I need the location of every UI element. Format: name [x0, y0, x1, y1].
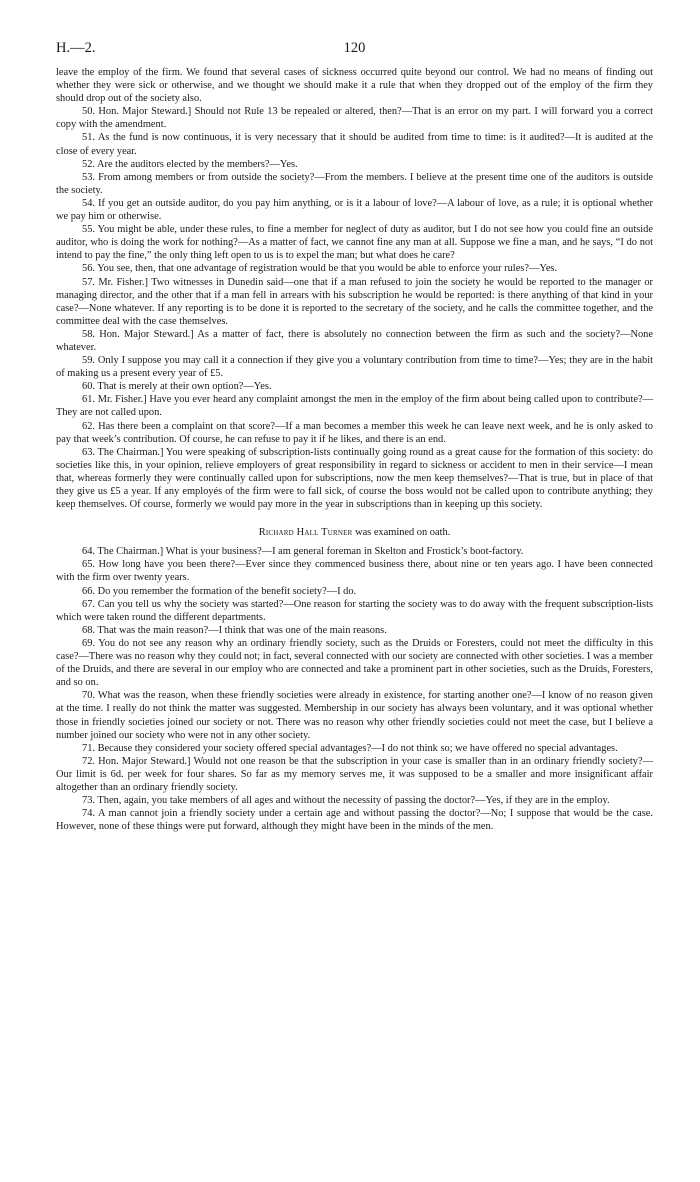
- paragraph: 72. Hon. Major Steward.] Would not one reason be that the subscription in your case is smaller than in an ordinary friendly society?—Our limit is 6d. per week for four shares. So far as my memory serves me, it was supposed to be a smaller and more insignificant affair altogether than an ordinary friendly society.: [56, 755, 653, 793]
- paragraph: 53. From among members or from outside the society?—From the members. I believe at the present time one of the auditors is outside the society.: [56, 171, 653, 196]
- paragraph: 54. If you get an outside auditor, do you pay him anything, or is it a labour of love?—A labour of love, as a rule; it is optional whether we pay him or otherwise.: [56, 197, 653, 223]
- paragraph: 65. How long have you been there?—Ever since they commenced business there, about nine or ten years ago. I have been connected with the firm over twenty years.: [56, 559, 653, 584]
- paragraph: 50. Hon. Major Steward.] Should not Rule 13 be repealed or altered, then?—That is an error on my part. I will forward you a correct copy with the amendment.: [56, 106, 653, 131]
- page-header: [56, 40, 653, 66]
- testimony-section-1: [56, 66, 653, 511]
- paragraph: 69. You do not see any reason why an ordinary friendly society, such as the Druids or Foresters, could not meet the difficulty in this case?—There was no reason why they could not; in fact, several connected with our society are connected with other societies. I was a member of the Druids, and there are several in our employ who are connected and take a prominent part in other societies, such as the Druids, Foresters, and so on.: [56, 637, 653, 689]
- witness-name: Richard Hall Turner: [258, 527, 353, 539]
- document-reference: H.—2.: [56, 40, 96, 56]
- witness-heading: [56, 526, 653, 539]
- paragraph: 52. Are the auditors elected by the members?—Yes.: [82, 158, 298, 170]
- paragraph: 70. What was the reason, when these friendly societies were already in existence, for starting another one?—I know of no reason given at the time. I really do not think the matter was suggested. Membership in our society has always been voluntary, and it was optional whether those in friendly societies joined our society or not. There was no reason why other friendly societies could not meet the case, but I believe a number joined our society who were not in any other society.: [56, 690, 653, 741]
- paragraph: 62. Has there been a complaint on that score?—If a man becomes a member this week he can leave next week, and he is only asked to pay that week’s contribution. Of course, he can refuse to pay it if he likes, and there is an end.: [56, 420, 653, 445]
- paragraph: 55. You might be able, under these rules, to fine a member for neglect of duty as auditor, but I do not see how you could fine an outside auditor, who is doing the work for nothing?—As a matter of fact, we cannot fine any man at all. Suppose we fine a man, and he says, “I do not intend to pay the fine,” the only thing left open to us is to expel the man; but what does he care?: [56, 224, 653, 262]
- witness-heading-text: was examined on oath.: [352, 527, 451, 539]
- testimony-section-2: [56, 545, 653, 833]
- paragraph: 64. The Chairman.] What is your business?—I am general foreman in Skelton and Frostick’s boot-factory.: [82, 546, 524, 558]
- paragraph: 56. You see, then, that one advantage of registration would be that you would be able to enforce your rules?—Yes.: [82, 263, 558, 275]
- document-page: [56, 40, 653, 833]
- paragraph: 71. Because they considered your society offered special advantages?—I do not think so; we have offered no special advantages.: [82, 742, 618, 754]
- paragraph: 58. Hon. Major Steward.] As a matter of fact, there is absolutely no connection between the firm as such and the society?—None whatever.: [56, 328, 653, 353]
- paragraph: 66. Do you remember the formation of the benefit society?—I do.: [82, 585, 357, 597]
- paragraph: 63. The Chairman.] You were speaking of subscription-lists continually going round as a great cause for the formation of this society: do societies like this, in your opinion, relieve employers of great responsibility in regard to sickness or accident to men in their service—I mean that, whereas formerly they were continually called upon for subscriptions, now the men keep themselves?—That is true, but in place of that they give us £5 a year. If any employés of the firm were to fall sick, of course the boss would not be called upon to contribute anything; they keep themselves. Of course, formerly we would pay more in the year in subscriptions than in keeping up this society.: [56, 446, 653, 511]
- paragraph: 74. A man cannot join a friendly society under a certain age and without passing the doctor?—No; I suppose that would be the case. However, none of these things were put forward, although they might have been in the minds of the men.: [56, 808, 653, 833]
- paragraph: leave the employ of the firm. We found that several cases of sickness occurred quite beyond our control. We had no means of finding out whether they were sick or otherwise, and we thought we should make it a rule that when they dropped out of the employ of the firm they should drop out of the society also.: [56, 67, 653, 105]
- paragraph: 73. Then, again, you take members of all ages and without the necessity of passing the doctor?—Yes, if they are in the employ.: [82, 795, 610, 807]
- page-number: 120: [343, 40, 366, 56]
- paragraph: 67. Can you tell us why the society was started?—One reason for starting the society was to do away with the frequent subscription-lists which were taken round the different departments.: [56, 598, 653, 623]
- paragraph: 68. That was the main reason?—I think that was one of the main reasons.: [82, 624, 387, 636]
- paragraph: 59. Only I suppose you may call it a connection if they give you a voluntary contribution from time to time?—Yes; they are in the habit of making us a present every year of £5.: [56, 355, 653, 380]
- paragraph: 60. That is merely at their own option?—Yes.: [82, 381, 272, 393]
- paragraph: 57. Mr. Fisher.] Two witnesses in Dunedin said—one that if a man refused to join the society he would be reported to the manager or managing director, and the other that if a man fell in arrears with his subscription he would be reported: is there anything of that kind in your case?—None whatever. If any reporting is to be done it is reported to the secretary of the society, and he calls the committee together, and the committee deal with the case themselves.: [56, 276, 653, 327]
- paragraph: 51. As the fund is now continuous, it is very necessary that it should be audited from time to time: is it audited?—It is audited at the close of every year.: [56, 132, 653, 157]
- paragraph: 61. Mr. Fisher.] Have you ever heard any complaint amongst the men in the employ of the firm about being called upon to contribute?—They are not called upon.: [56, 394, 653, 419]
